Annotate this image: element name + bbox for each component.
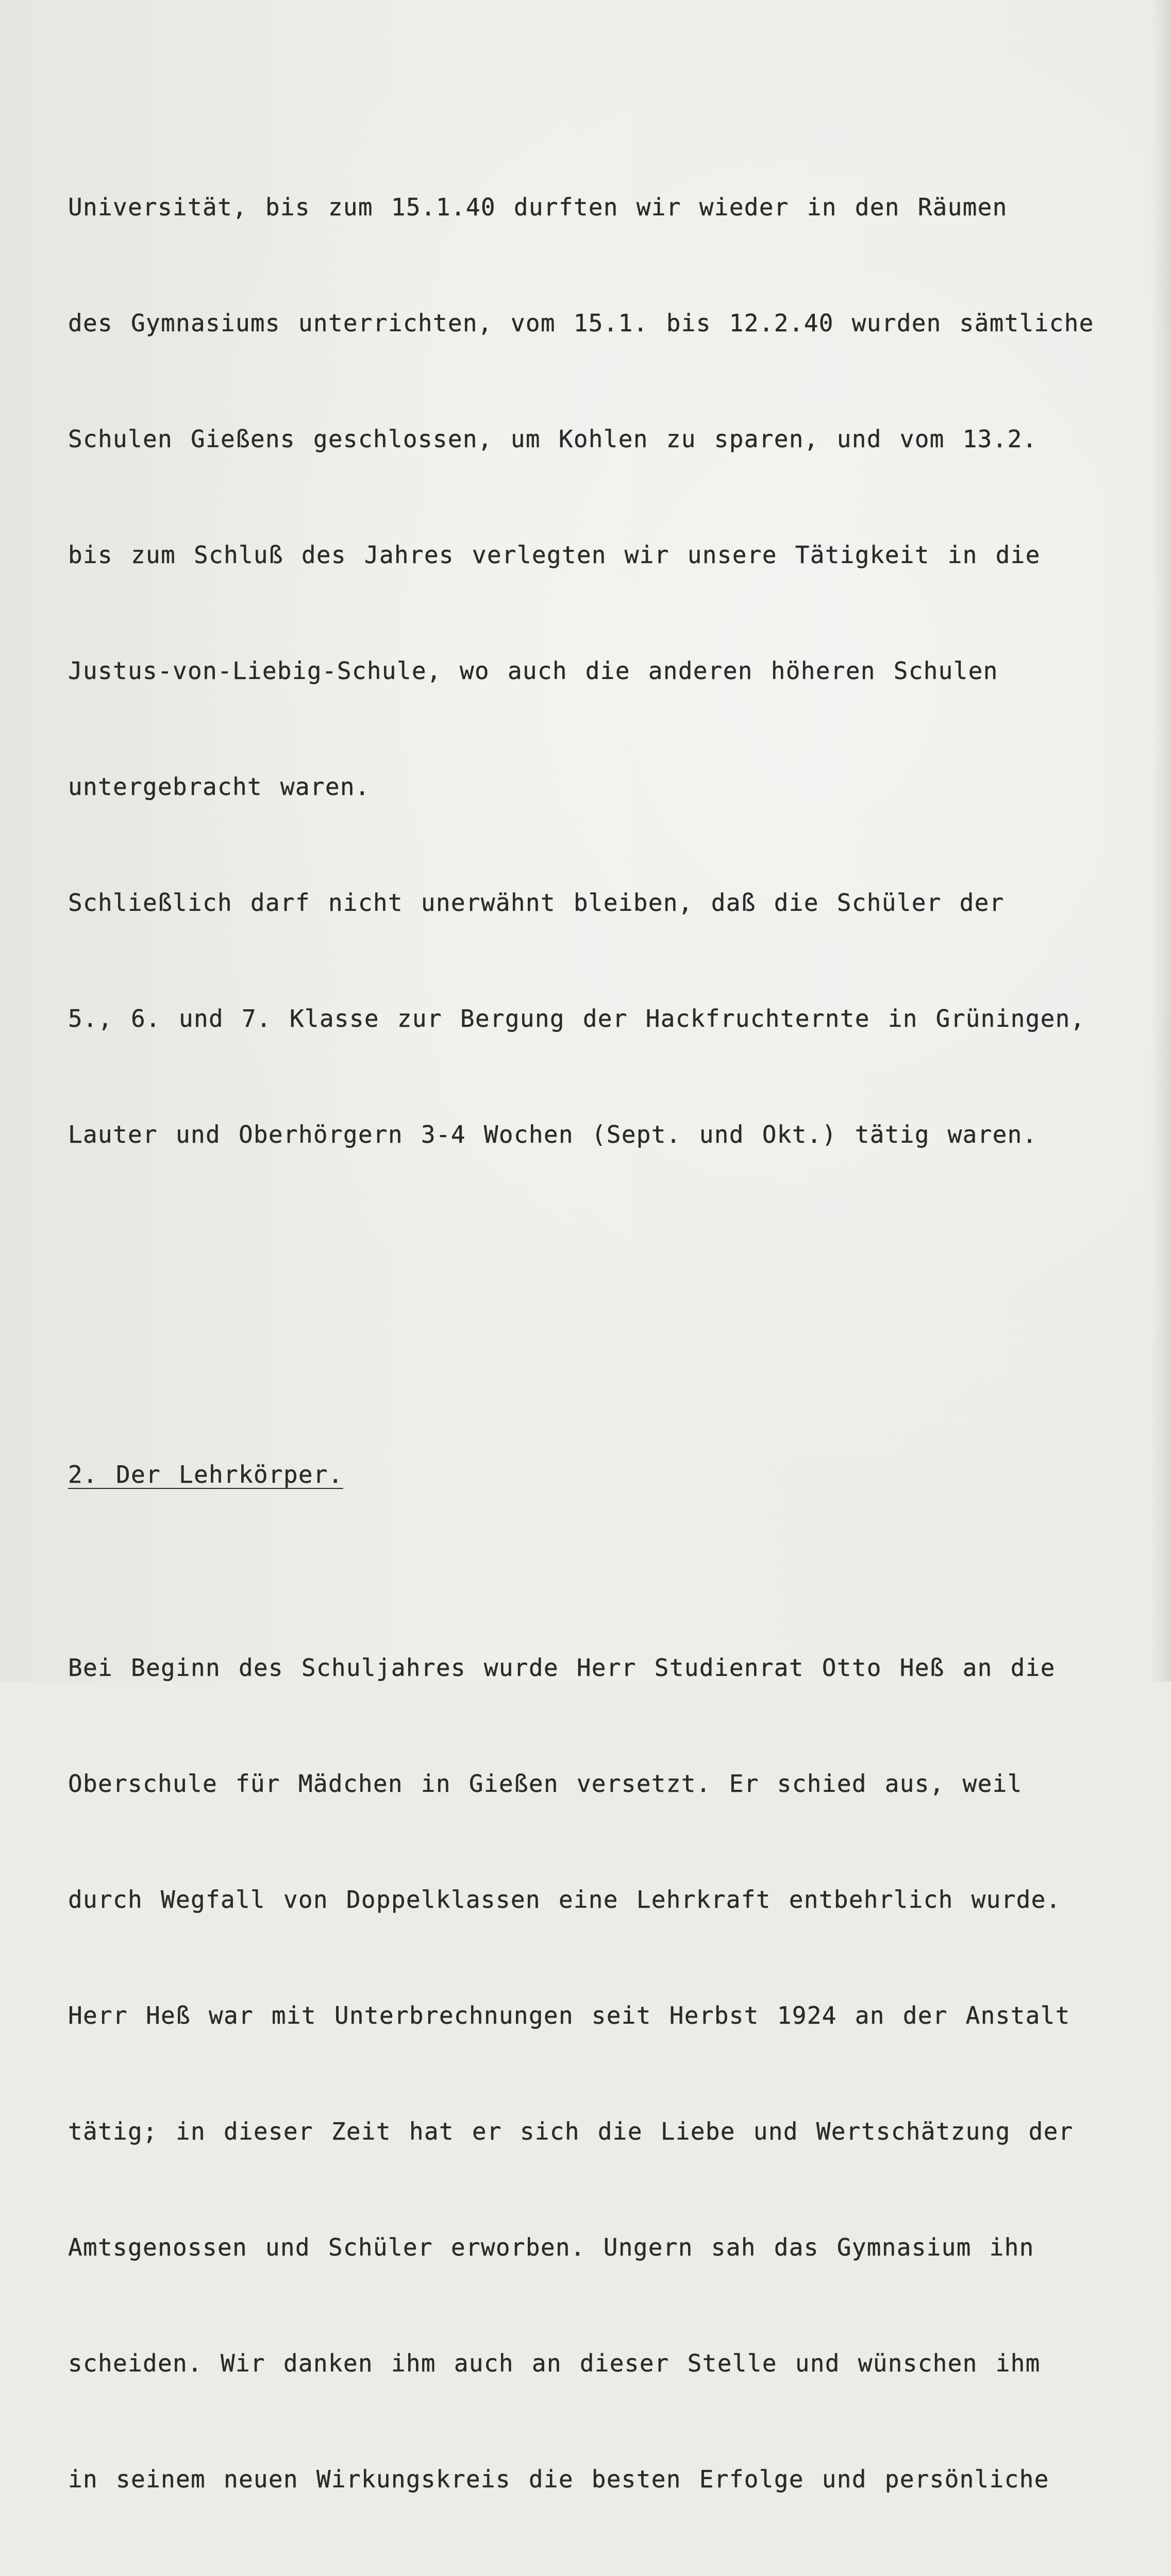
text-line: durch Wegfall von Doppelklassen eine Lehrkraft entbehrlich wurde. <box>68 1886 1061 1913</box>
text-line: Oberschule für Mädchen in Gießen versetzt. Er schied aus, weil <box>68 1770 1023 1798</box>
text-line: untergebracht waren. <box>68 773 370 801</box>
paragraph-gap <box>68 1270 1156 1301</box>
text-line: tätig; in dieser Zeit hat er sich die Liebe und Wertschätzung der <box>68 2117 1074 2145</box>
text-line: Amtsgenossen und Schüler erworben. Ungern sah das Gymnasium ihn <box>68 2233 1034 2261</box>
text-line: Schließlich darf nicht unerwähnt bleiben, daß die Schüler der <box>68 889 1005 917</box>
text-line: bis zum Schluß des Jahres verlegten wir unsere Tätigkeit in die <box>68 541 1041 569</box>
text-line: Justus-von-Liebig-Schule, wo auch die anderen höheren Schulen <box>68 657 998 685</box>
text-line: des Gymnasiums unterrichten, vom 15.1. bis 12.2.40 wurden sämtliche <box>68 309 1094 337</box>
section-heading: 2. Der Lehrkörper. <box>68 1461 343 1488</box>
text-line: Schulen Gießens geschlossen, um Kohlen zu sparen, und vom 13.2. <box>68 425 1038 453</box>
text-line: Lauter und Oberhörgern 3-4 Wochen (Sept. und Okt.) tätig waren. <box>68 1121 1038 1148</box>
text-line: scheiden. Wir danken ihm auch an dieser Stelle und wünschen ihm <box>68 2349 1041 2377</box>
text-line: Herr Heß war mit Unterbrechnungen seit Herbst 1924 an der Anstalt <box>68 2002 1070 2029</box>
text-line: 5., 6. und 7. Klasse zur Bergung der Hackfruchternte in Grüningen, <box>68 1005 1085 1032</box>
text-line: Universität, bis zum 15.1.40 durften wir wieder in den Räumen <box>68 193 1008 221</box>
text-line: Bei Beginn des Schuljahres wurde Herr Studienrat Otto Heß an die <box>68 1654 1056 1682</box>
text-line: in seinem neuen Wirkungskreis die besten Erfolge und persönliche <box>68 2465 1049 2493</box>
typed-text-body <box>68 72 1156 2576</box>
